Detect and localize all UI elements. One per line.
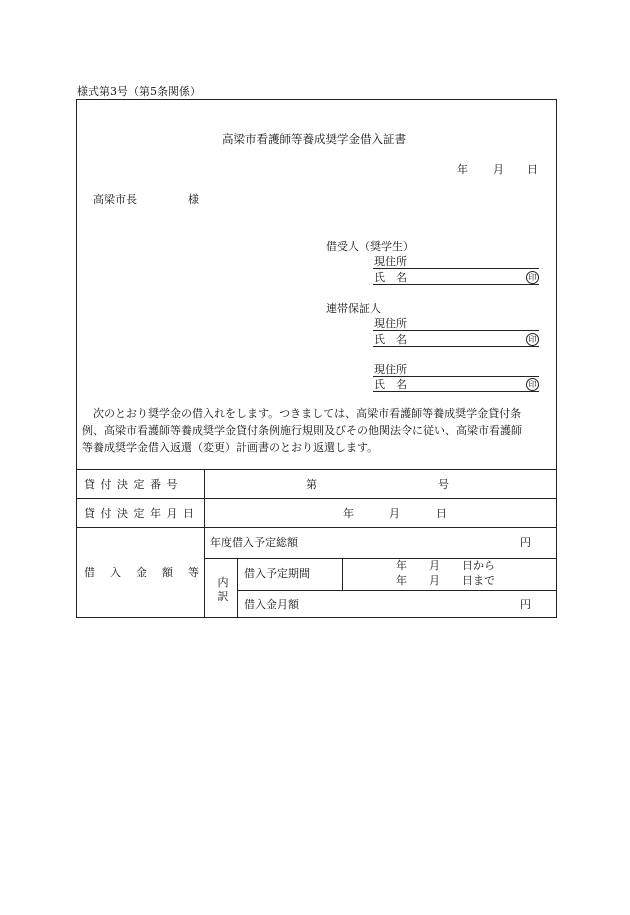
guarantor1-name-line[interactable] (373, 346, 539, 347)
date-year-label: 年 (457, 163, 468, 176)
date-month-label: 月 (493, 163, 504, 176)
monthly-amount-label: 借入金月額 (244, 598, 299, 611)
decision-number-label: 貸 付 決 定 番 号 (84, 478, 179, 491)
date-day-label: 日 (527, 163, 538, 176)
loan-amount-label: 借 入 金 額 等 (84, 566, 201, 579)
table-column-divider (237, 558, 238, 618)
guarantor2-name-label: 氏 名 (374, 378, 407, 391)
table-top-border (76, 469, 557, 470)
borrower-name-line[interactable] (373, 284, 539, 285)
guarantor1-address-line[interactable] (373, 330, 539, 331)
decision-date-day: 日 (436, 507, 447, 520)
borrower-name-label: 氏 名 (374, 271, 407, 284)
form-number-label: 様式第3号（第5条関係） (77, 85, 201, 98)
statement-line: 次のとおり奨学金の借入れをします。つきましては、高梁市看護師等養成奨学金貸付条 (82, 407, 522, 420)
table-row-divider (76, 527, 557, 528)
guarantor1-name-label: 氏 名 (374, 333, 407, 346)
table-row-divider (237, 590, 557, 591)
breakdown-label: 内 訳 (217, 576, 229, 603)
guarantor-heading: 連帯保証人 (326, 302, 381, 315)
table-column-divider (204, 469, 205, 618)
document-title: 高梁市看護師等養成奨学金借入証書 (222, 132, 406, 146)
loan-period-from: 年 月 日から (396, 559, 495, 572)
guarantor2-address-line[interactable] (373, 376, 539, 377)
guarantor2-seal-icon: 印 (526, 378, 539, 391)
table-row-divider (204, 558, 557, 559)
guarantor1-address-label: 現住所 (374, 317, 407, 330)
decision-number-suffix: 号 (438, 478, 449, 491)
borrower-seal-icon: 印 (526, 271, 539, 284)
guarantor2-name-line[interactable] (373, 391, 539, 392)
statement-line: 例、高梁市看護師等養成奨学金貸付条例施行規則及びその他関法令に従い、高梁市看護師 (82, 424, 522, 437)
statement-line: 等養成奨学金借入返還（変更）計画書のとおり返還します。 (82, 441, 379, 454)
borrower-heading: 借受人（奨学生） (326, 240, 414, 253)
guarantor2-address-label: 現住所 (374, 363, 407, 376)
borrower-address-label: 現住所 (374, 255, 407, 268)
statement-paragraph (82, 405, 552, 456)
table-column-divider (342, 558, 343, 590)
decision-date-label: 貸 付 決 定 年 月 日 (84, 507, 195, 520)
loan-period-label: 借入予定期間 (244, 567, 310, 580)
total-planned-yen: 円 (520, 536, 531, 549)
table-row-divider (76, 498, 557, 499)
form-frame (76, 99, 557, 618)
decision-date-month: 月 (389, 507, 400, 520)
borrower-address-line[interactable] (373, 268, 539, 269)
decision-number-prefix: 第 (306, 478, 317, 491)
total-planned-label: 年度借入予定総額 (210, 536, 298, 549)
guarantor1-seal-icon: 印 (526, 333, 539, 346)
decision-date-year: 年 (343, 507, 354, 520)
monthly-amount-yen: 円 (520, 598, 531, 611)
addressee-name: 高梁市長 (93, 193, 137, 206)
loan-period-to: 年 月 日まで (396, 574, 495, 587)
addressee-honorific: 様 (188, 193, 199, 206)
